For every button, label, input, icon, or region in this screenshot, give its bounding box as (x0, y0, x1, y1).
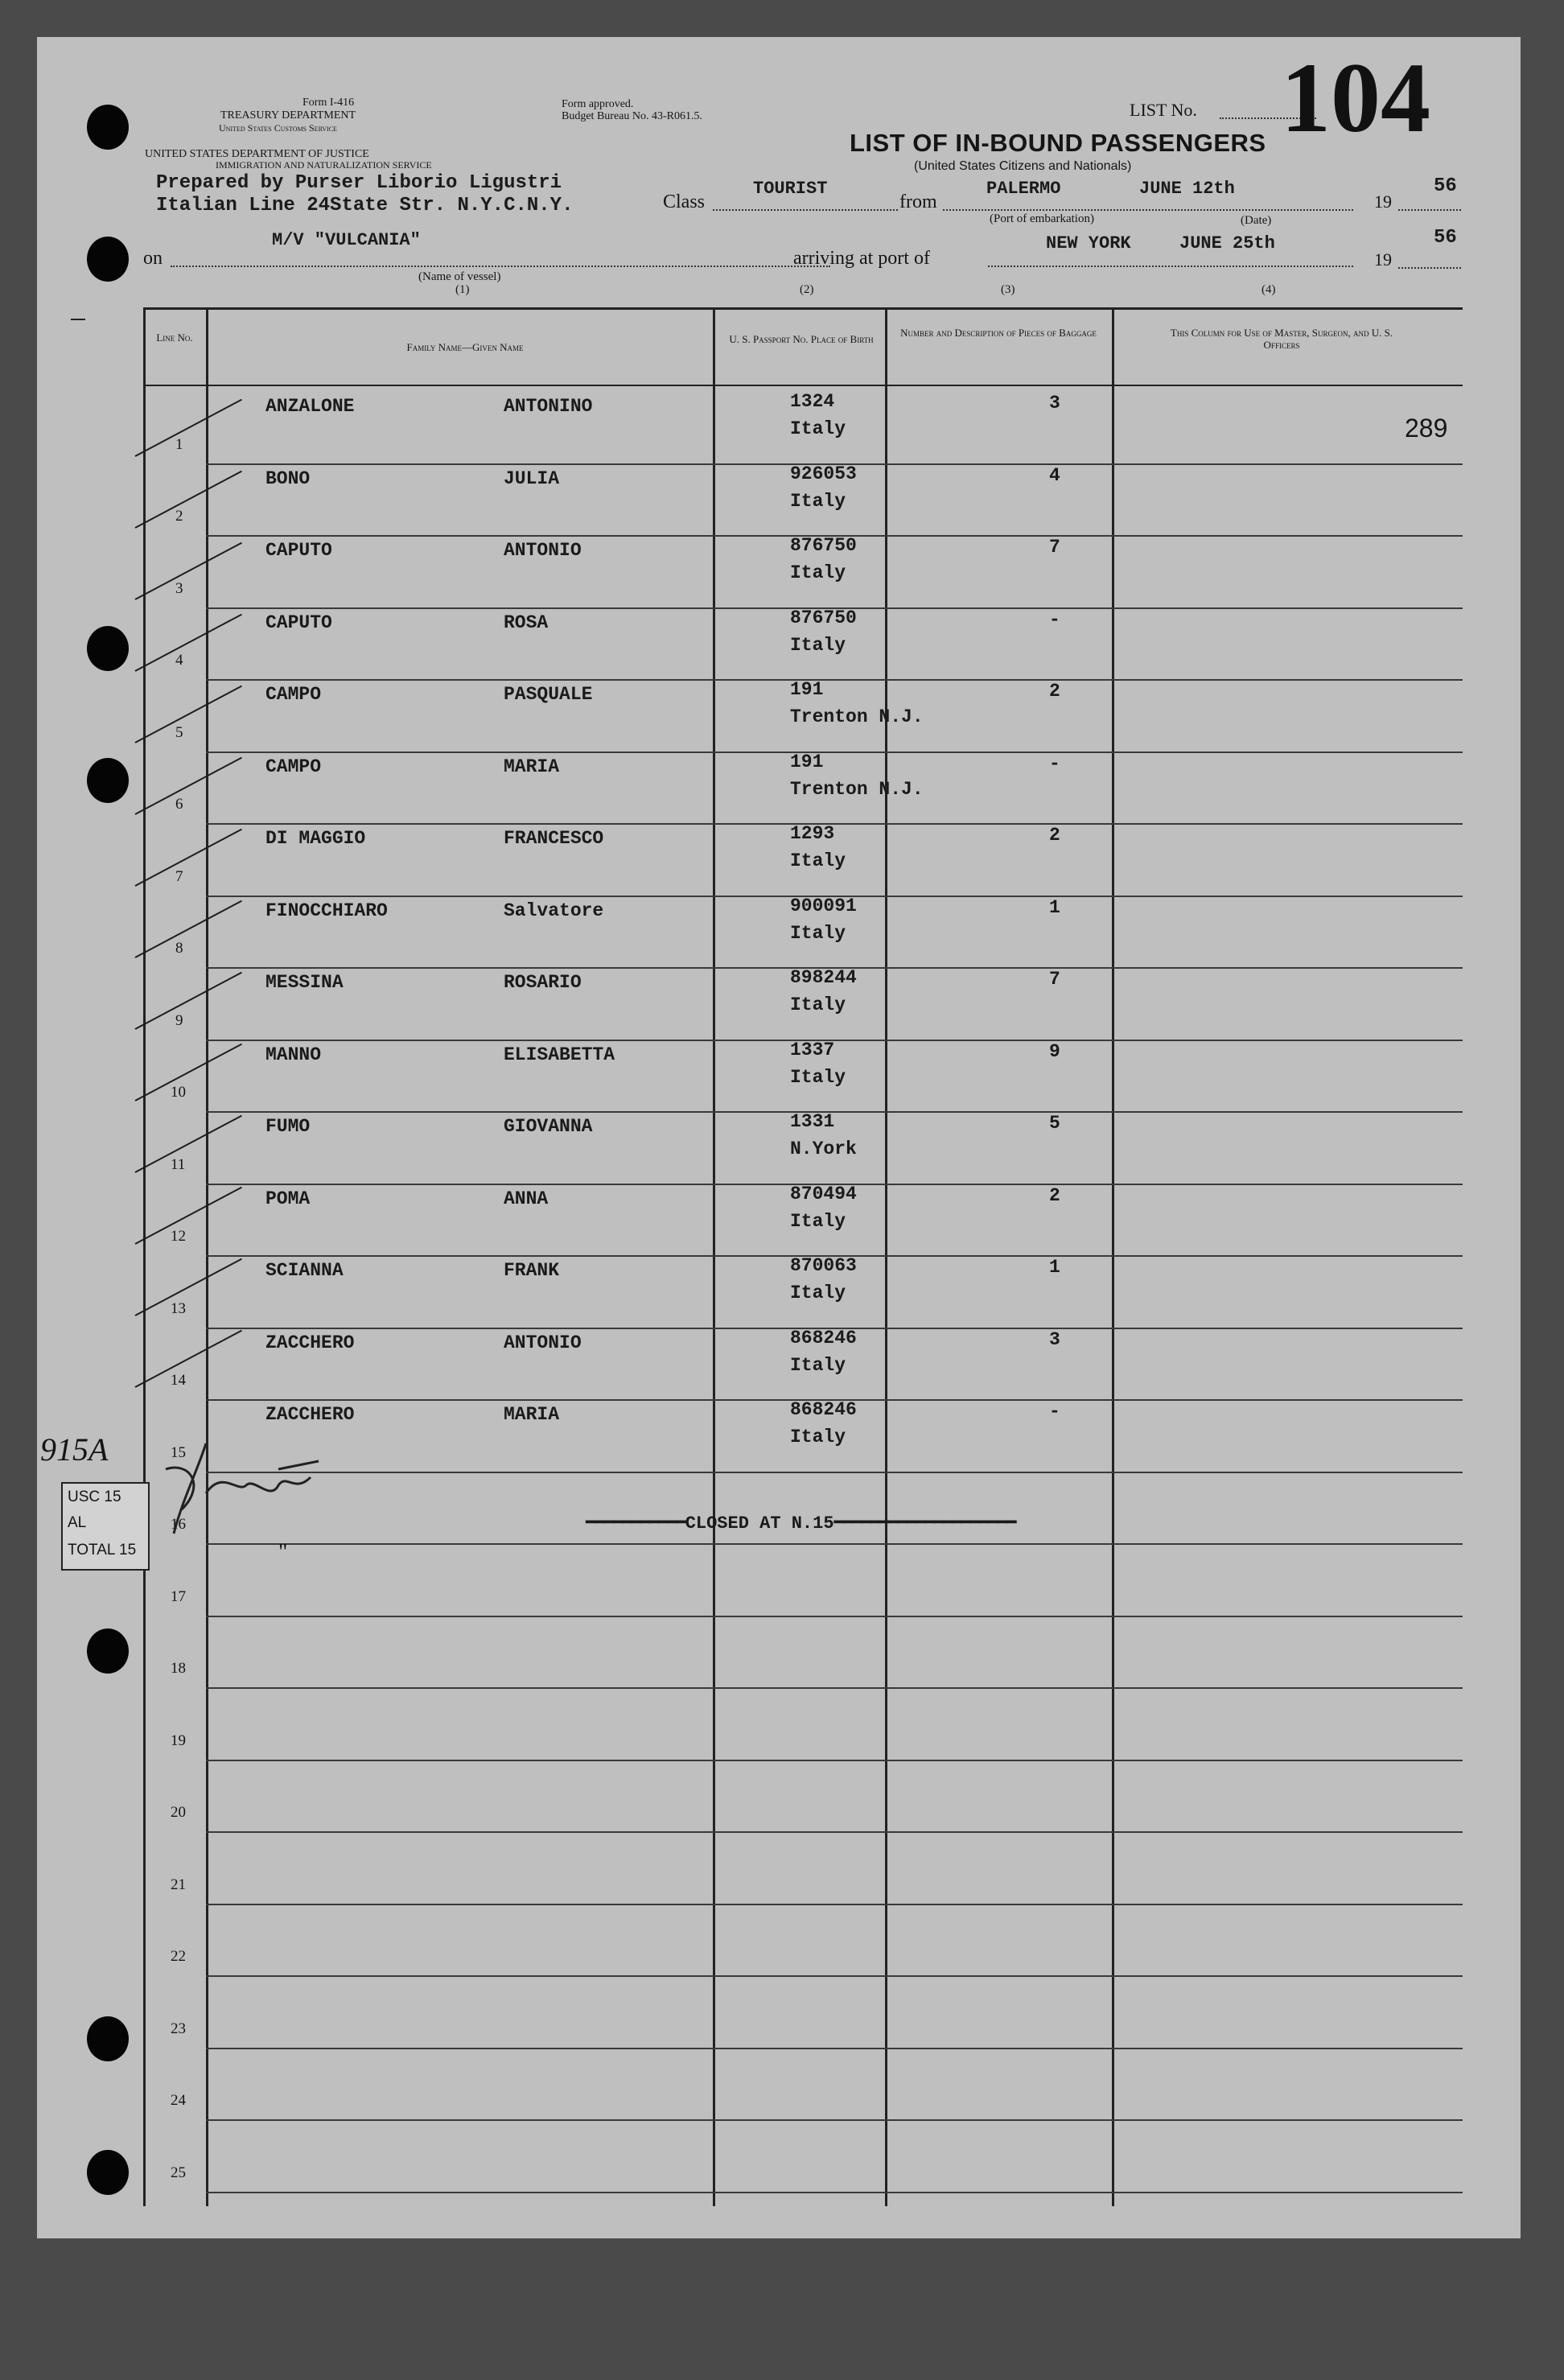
closed-dashes: ━━━━━━━━━━━━━━━━━━━━ (833, 1513, 1015, 1534)
col-divider (1112, 307, 1114, 2206)
arrival-date: JUNE 25th (1179, 233, 1275, 253)
given-name: FRANK (504, 1260, 560, 1281)
line-number: 16 (171, 1516, 186, 1533)
passenger-table (143, 307, 1463, 2238)
row-rule (206, 1831, 1463, 1833)
baggage-count: - (1049, 752, 1060, 774)
form-subtitle: (United States Citizens and Nationals) (914, 159, 1132, 173)
line-number: 11 (171, 1155, 186, 1173)
passport-no: 898244 (790, 967, 857, 988)
place-of-birth: Italy (790, 490, 846, 512)
margin-note: 915A (40, 1431, 109, 1468)
family-name: POMA (265, 1188, 311, 1209)
header-rule (143, 385, 1463, 386)
given-name: JULIA (504, 467, 560, 489)
vessel-line (171, 266, 830, 267)
prepared-by: Prepared by Purser Liborio Ligustri (156, 172, 562, 194)
baggage-count: 3 (1049, 393, 1060, 414)
passport-no: 900091 (790, 895, 857, 916)
punch-hole (87, 2016, 129, 2061)
arrival-year-prefix: 19 (1374, 249, 1392, 270)
col-num-4: (4) (1261, 283, 1276, 296)
family-name: CAPUTO (265, 611, 332, 633)
line-number: 18 (171, 1660, 186, 1677)
line-number: 24 (171, 2092, 186, 2109)
baggage-count: 7 (1049, 537, 1060, 558)
line-number: 14 (171, 1372, 186, 1389)
passport-no: 876750 (790, 535, 857, 556)
embark-caption: (Port of embarkation) (990, 212, 1094, 225)
vessel-caption: (Name of vessel) (418, 270, 501, 283)
arrival-year: 56 (1434, 227, 1457, 249)
given-name: ANNA (504, 1188, 549, 1209)
embark-year-line (1398, 209, 1461, 211)
given-name: FRANCESCO (504, 828, 604, 849)
line-number: 9 (175, 1011, 183, 1029)
family-name: CAMPO (265, 756, 322, 777)
family-name: FUMO (265, 1116, 311, 1137)
port-embarkation: PALERMO (986, 179, 1061, 199)
stamp-line: USC 15 (68, 1489, 121, 1505)
row-rule (206, 1543, 1463, 1545)
arriving-label: arriving at port of (793, 248, 930, 269)
passport-no: 191 (790, 679, 824, 700)
review-stamp (61, 1482, 150, 1571)
row-rule (206, 1975, 1463, 1977)
row-rule (206, 2192, 1463, 2193)
ins-label: IMMIGRATION AND NATURALIZATION SERVICE (216, 159, 432, 171)
class-label: Class (663, 191, 706, 212)
punch-hole (87, 1629, 129, 1674)
line-number: 3 (175, 579, 183, 597)
given-name: MARIA (504, 1404, 560, 1425)
line-number: 13 (171, 1299, 186, 1317)
given-name: ANTONIO (504, 540, 582, 561)
line-number: 15 (171, 1443, 186, 1461)
col-num-3: (3) (1001, 283, 1015, 296)
row-rule (206, 1687, 1463, 1689)
arrival-line (988, 266, 1353, 267)
family-name: MANNO (265, 1044, 322, 1065)
line-number: 23 (171, 2020, 186, 2037)
given-name: ROSARIO (504, 972, 582, 993)
place-of-birth: Italy (790, 922, 846, 944)
closed-text: CLOSED AT N.15 (685, 1513, 834, 1534)
vessel-name: M/V "VULCANIA" (272, 230, 421, 250)
line-number: 20 (171, 1804, 186, 1821)
passport-no: 1293 (790, 823, 835, 844)
family-name: ZACCHERO (265, 1404, 355, 1425)
place-of-birth: Italy (790, 1283, 846, 1303)
col-divider (713, 307, 715, 2206)
passport-no: 191 (790, 751, 824, 772)
line-number: 25 (171, 2164, 186, 2181)
inspector-signature (158, 1437, 351, 1542)
row-rule (206, 1616, 1463, 1617)
line-number: 1 (175, 435, 183, 453)
col-num-1: (1) (455, 283, 470, 296)
family-name: FINOCCHIARO (265, 900, 388, 921)
family-name: BONO (265, 467, 311, 489)
baggage-count: 4 (1049, 464, 1060, 486)
family-name: MESSINA (265, 972, 344, 993)
place-of-birth: N.York (790, 1139, 857, 1159)
header-line-no: Line No. (156, 331, 193, 344)
punch-hole (87, 2150, 129, 2195)
on-label: on (143, 248, 163, 269)
given-name: Salvatore (504, 900, 604, 921)
date-caption: (Date) (1241, 214, 1272, 227)
passport-no: 1324 (790, 391, 835, 412)
line-number: 19 (171, 1731, 186, 1749)
family-name: ANZALONE (265, 396, 355, 417)
place-of-birth: Italy (790, 1354, 846, 1376)
family-name: DI MAGGIO (265, 828, 366, 849)
doj-label: UNITED STATES DEPARTMENT OF JUSTICE (145, 148, 369, 160)
baggage-count: 2 (1049, 681, 1060, 702)
closed-dashes: ━━━━━━━━━━━ (586, 1513, 685, 1534)
list-no-label: LIST No. (1130, 100, 1197, 120)
passport-no: 1331 (790, 1111, 835, 1132)
given-name: ANTONINO (504, 396, 593, 417)
row-rule (206, 679, 1463, 681)
col-divider (885, 307, 887, 2206)
place-of-birth: Italy (790, 1210, 846, 1232)
given-name: ANTONIO (504, 1332, 582, 1353)
passport-no: 870063 (790, 1255, 857, 1276)
manifest-page (37, 37, 1521, 2238)
baggage-count: 5 (1049, 1113, 1060, 1134)
col-divider (206, 307, 208, 2206)
family-name: SCIANNA (265, 1260, 344, 1281)
col-num-2: (2) (800, 283, 814, 296)
place-of-birth: Italy (790, 1066, 846, 1088)
family-name: ZACCHERO (265, 1332, 355, 1353)
place-of-birth: Italy (790, 1427, 846, 1447)
place-of-birth: Italy (790, 850, 846, 871)
page-note: 289 (1405, 414, 1448, 443)
baggage-count: 1 (1049, 1257, 1060, 1278)
stamp-line: AL (68, 1514, 87, 1531)
customs-service: United States Customs Service (219, 122, 337, 134)
form-number: Form I-416 (303, 97, 355, 109)
passport-no: 1337 (790, 1039, 835, 1060)
given-name: MARIA (504, 756, 560, 777)
given-name: ROSA (504, 611, 549, 633)
family-name: CAMPO (265, 684, 322, 705)
line-number: 6 (175, 796, 183, 813)
row-rule (206, 751, 1463, 753)
line-number: 17 (171, 1587, 186, 1605)
baggage-count: 3 (1049, 1328, 1060, 1350)
place-of-birth: Trenton N.J. (790, 778, 924, 800)
line-number: 10 (171, 1084, 186, 1101)
line-number: 2 (175, 508, 183, 525)
row-rule (206, 1904, 1463, 1905)
form-approved: Form approved. (562, 98, 634, 110)
treasury-dept: TREASURY DEPARTMENT (220, 109, 356, 121)
passport-no: 926053 (790, 463, 857, 484)
passport-no: 868246 (790, 1399, 857, 1420)
baggage-count: - (1049, 608, 1060, 630)
embark-year-prefix: 19 (1374, 191, 1392, 212)
class-value: TOURIST (753, 179, 828, 199)
baggage-count: 7 (1049, 969, 1060, 990)
line-number: 8 (175, 940, 183, 957)
header-baggage: Number and Description of Pieces of Baggage (900, 327, 1097, 339)
row-rule (206, 2048, 1463, 2049)
row-rule (206, 2119, 1463, 2121)
punch-hole (87, 758, 129, 803)
class-line (713, 209, 898, 211)
closed-note (586, 1513, 1015, 1534)
punch-hole (87, 105, 129, 150)
embark-year: 56 (1434, 175, 1457, 197)
margin-mark (71, 319, 85, 320)
punch-hole (87, 626, 129, 671)
place-of-birth: Italy (790, 562, 846, 583)
line-number: 12 (171, 1228, 186, 1245)
row-rule (206, 1760, 1463, 1761)
from-line (943, 209, 1353, 211)
given-name: PASQUALE (504, 684, 593, 705)
header-officers: This Column for Use of Master, Surgeon, and U. S. Officers (1170, 327, 1393, 351)
baggage-count: 1 (1049, 896, 1060, 918)
line-number: 22 (171, 1948, 186, 1965)
embark-date: JUNE 12th (1139, 179, 1235, 199)
stamp-line: TOTAL 15 (68, 1542, 137, 1559)
header-name: Family Name—Given Name (406, 341, 524, 353)
table-top-rule (143, 307, 1463, 310)
row-rule (206, 1472, 1463, 1473)
given-name: GIOVANNA (504, 1116, 593, 1137)
place-of-birth: Italy (790, 418, 846, 439)
prepared-address: Italian Line 24State Str. N.Y.C.N.Y. (156, 195, 574, 216)
arrival-year-line (1398, 267, 1461, 269)
baggage-count: - (1049, 1401, 1060, 1422)
place-of-birth: Trenton N.J. (790, 706, 924, 727)
baggage-count: 2 (1049, 1184, 1060, 1206)
place-of-birth: Italy (790, 634, 846, 656)
punch-hole (87, 237, 129, 282)
line-number: 4 (175, 652, 183, 669)
family-name: CAPUTO (265, 540, 332, 561)
passport-no: 870494 (790, 1183, 857, 1204)
form-title: LIST OF IN-BOUND PASSENGERS (850, 129, 1266, 157)
line-number: 7 (175, 867, 183, 885)
header-passport: U. S. Passport No. Place of Birth (729, 333, 874, 345)
budget-bureau: Budget Bureau No. 43-R061.5. (562, 110, 702, 122)
line-number: 21 (171, 1876, 186, 1893)
passport-no: 868246 (790, 1327, 857, 1349)
line-number: 5 (175, 723, 183, 741)
initials-mark: " (278, 1540, 288, 1565)
baggage-count: 9 (1049, 1040, 1060, 1062)
arrival-port: NEW YORK (1046, 233, 1131, 253)
baggage-count: 2 (1049, 825, 1060, 846)
list-number: 104 (1281, 43, 1430, 153)
given-name: ELISABETTA (504, 1044, 615, 1065)
place-of-birth: Italy (790, 994, 846, 1015)
passport-no: 876750 (790, 607, 857, 628)
from-label: from (899, 191, 937, 212)
